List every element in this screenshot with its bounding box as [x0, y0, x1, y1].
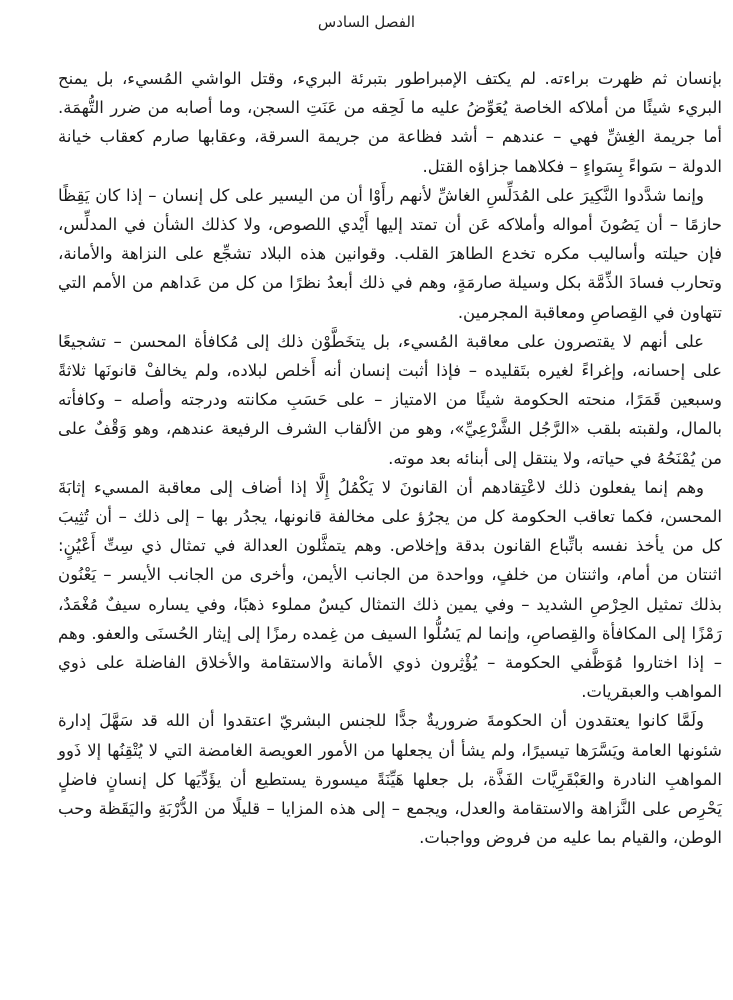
paragraph-2: وإنما شدَّدوا النَّكِيرَ على المُدَلِّسِ الغاشِّ لأنهم رأَوْا أن من اليسير على كل إنسان – إذا كان يَقِظًا حازمًا – أن يَصُونَ أمواله وأملاكه عَن أن تمتد إليها أَيْدي اللصوص، ولا كذلك الشأن في المدلِّس، فإن حيلته وأساليب مكره تخدع الطاهرَ القلب. وقوانين هذه البلاد تشجِّع على النزاهة والأمانة، وتحارب فسادَ الذِّمَّة بكل وسيلة صارمَةٍ، وهم في ذلك أبعدُ نظرًا من كل من عَداهم من الأمم التي تتهاون في القِصاصِ ومعاقبة المجرمين. — [58, 185, 722, 322]
paragraph-5: ولَمَّا كانوا يعتقدون أن الحكومةَ ضروريةٌ جدًّا للجنس البشريّ اعتقدوا أن الله قد سَهَّلَ إدارة شئونها العامة ويَسَّرَها تيسيرًا، ولم يشأ أن يجعلها من الأمور العويصة الغامضة التي لا يُتْقِنُها إلا ذَوو المواهبِ النادرة والعَبْقَرِيَّات الفَذَّة، بل جعلها هَيِّنَةً ميسورة يستطيع أن يؤَدِّيَها كل إنسانٍ فاضلٍ يَحْرِص على النَّزاهة والاستقامة والعدل، ويجمع – إلى هذه المزايا – قليلًا من الدُّرْبَةِ واليَقَظة وحب الوطن، والقيام بما عليه من فروض وواجبات. — [58, 711, 722, 848]
chapter-title: الفصل السادس — [317, 13, 416, 31]
page-body — [58, 64, 722, 852]
paragraph-3: على أنهم لا يقتصرون على معاقبة المُسيء، بل يتخَطَّوْن ذلك إلى مُكافأة المحسن – تشجيعًا على إحسانه، وإغراءً لغيره بتَقليده – فإذا أثبت إنسان أنه أَخلص لبلاده، ولم يخالفْ قانونَها ثلاثةً وسبعين قَمَرًا، منحته الحكومة شيئًا من الامتياز – على حَسَبِ مكانته ودرجته وأصله – وكافأته بالمال، ولقبته بلقب «الرَّجُل الشَّرْعِيِّ»، وهو من الألقاب الشرف الرفيعة عندهم، وهو وَقْفٌ على من يُمْنَحُهُ في حياته، ولا ينتقل إلى أبنائه بعد موته. — [58, 331, 722, 468]
paragraph-4: وهم إنما يفعلون ذلك لاعْتِقادهم أن القانونَ لا يَكْمُلُ إِلَّا إذا أضاف إلى معاقبة المسيء إثابَةَ المحسن، فكما تعاقب الحكومة كل من يجرُؤ على مخالفة قانونها، يجدُر بها – إلى ذلك – أن تُثِيبَ كل من يأخذ نفسه باتِّباع القانون بدقة وإخلاص. وهم يتمثَّلون العدالة في تمثال ذي سِتِّ أَعْيُنٍ: اثنتان من أمام، واثنتان من خلفٍ، وواحدة من الجانب الأيمن، وأخرى من الجانب الأيسر – يَعْنُون بذلك تمثيل الحِرْصِ الشديد – وفي يمين ذلك التمثال كيسٌ مملوء ذهبًا، وفي يساره سيفٌ مُغْمَدٌ، رَمْزًا إلى المكافأة والقِصاصِ، وإنما لم يَسُلُّوا السيف من غِمده رمزًا إلى إيثار الحُسنَى والعفو. وهم – إذا اختاروا مُوَظَّفي الحكومة – يُؤْثِرون ذوي الأمانة والاستقامة والأخلاق الفاضلة على ذوي المواهب والعبقريات. — [58, 477, 722, 702]
paragraph-1: بإنسان ثم ظهرت براءته. لم يكتف الإمبراطور بتبرئة البريء، وقتل الواشي المُسيء، بل يمنح البريء شيئًا من أملاكه الخاصة يُعَوِّضُ عليه ما لَحِقه من عَنَتِ السجن، وما أصابه من ضرر التُّهمَة. أما جريمة الغِشِّ فهي – عندهم – أشد فظاعة من جريمة السرقة، وعقابها صارم كعقاب خيانة الدولة – سَواءً بِسَواءٍ – فكلاهما جزاؤه القتل. — [58, 69, 722, 176]
